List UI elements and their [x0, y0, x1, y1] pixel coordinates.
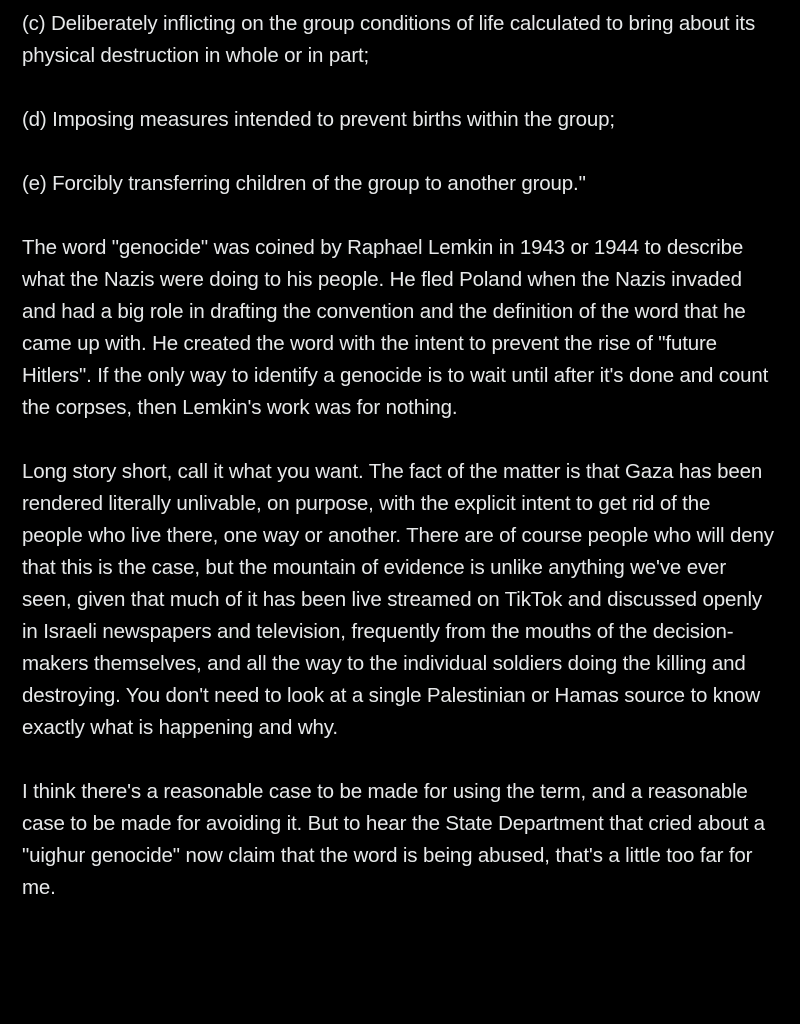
paragraph-e-clause: (e) Forcibly transferring children of the group to another group." [22, 172, 586, 195]
paragraph-gaza: Long story short, call it what you want. The fact of the matter is that Gaza has been rendered literally unlivable, on purpose, with the explicit intent to get rid of the people who live there, one way or another. There are of course people who will deny that this is the case, but the mountain of evidence is unlike anything we've ever seen, given that much of it has been live streamed on TikTok and discussed openly in Israeli newspapers and television, frequently from the mouths of the decision-makers themselves, and all the way to the individual soldiers doing the killing and destroying. You don't need to look at a single Palestinian or Hamas source to know exactly what is happening and why. [22, 460, 774, 739]
paragraph-d-clause: (d) Imposing measures intended to prevent births within the group; [22, 108, 615, 131]
paragraph-c-clause: (c) Deliberately inflicting on the group conditions of life calculated to bring about its physical destruction in whole or in part; [22, 12, 756, 67]
paragraph-lemkin: The word "genocide" was coined by Raphael Lemkin in 1943 or 1944 to describe what the Nazis were doing to his people. He fled Poland when the Nazis invaded and had a big role in drafting the convention and the definition of the word that he came up with. He created the word with the intent to prevent the rise of "future Hitlers". If the only way to identify a genocide is to wait until after it's done and count the corpses, then Lemkin's work was for nothing. [22, 236, 769, 419]
paragraph-conclusion: I think there's a reasonable case to be made for using the term, and a reasonable case to be made for avoiding it. But to hear the State Department that cried about a "uighur genocide" now claim that the word is being abused, that's a little too far for me. [22, 780, 765, 899]
